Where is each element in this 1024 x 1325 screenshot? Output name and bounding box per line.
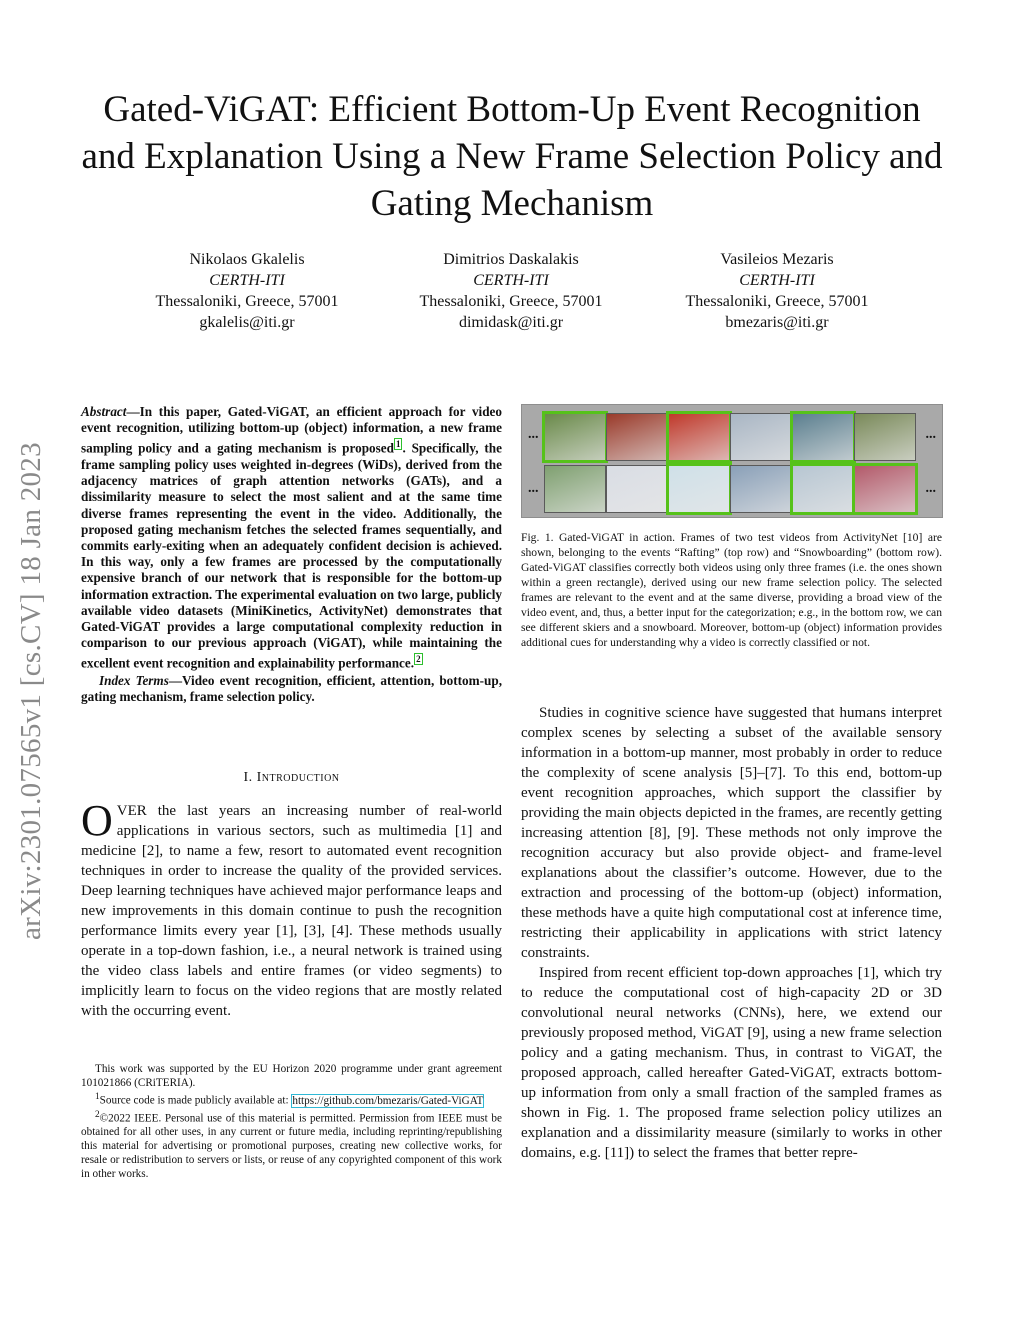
funding-note: This work was supported by the EU Horizon 2020 programme under grant agreement 101021866 (CRiTERIA). [81,1063,502,1089]
index-terms-lead: Index Terms [99,673,169,689]
video-frame-unselected [854,413,916,461]
video-frame-unselected [606,465,668,513]
author-affiliation: CERTH-ITI [473,272,549,289]
paper-title: Gated-ViGAT: Efficient Bottom-Up Event Recognition and Explanation Using a New Frame Selection Policy and Gating Mechanism [81,89,943,224]
footnote-1 [81,1090,502,1108]
arxiv-watermark: arXiv:2301.07565v1 [cs.CV] 18 Jan 2023 [15,442,47,940]
video-frame-selected [666,463,732,515]
footnote-mark: 1 [95,1092,100,1102]
figure-1 [521,404,943,518]
author-name: Nikolaos Gkalelis [189,251,305,268]
intro-paragraph [81,796,502,1021]
author-address: Thessaloniki, Greece, 57001 [419,293,603,310]
dropcap: O [81,796,113,845]
author-affiliation: CERTH-ITI [739,272,815,289]
caption-label: Fig. 1. [521,531,554,544]
row1-left-dots: ... [528,427,539,442]
video-frame-unselected [606,413,668,461]
footnote-ref-2[interactable]: 2 [416,654,421,665]
footnote-2 [81,1108,502,1182]
row1-right-dots: ... [925,427,936,442]
author-address: Thessaloniki, Greece, 57001 [685,293,869,310]
paragraph: Inspired from recent efficient top-down approaches [1], which try to reduce the computational cost of high-capacity 2D or 3D convolutional neural networks (CNNs), here, we extend our previously proposed method, ViGAT [9], using a new frame selection policy and a gating mechanism. Thus, in contrast to ViGAT, the proposed approach, called hereafter Gated-ViGAT, extracts bottom-up information from only a small fraction of the sampled frames as shown in Fig. 1. The proposed frame selection policy utilizes an explanation and a dissimilarity measure (similarly to works in other domains, e.g. [11]) to select the frames that better repre- [521,965,942,1161]
footnote-text: Source code is made publicly available at: [99,1094,292,1107]
video-frame-selected [852,463,918,515]
video-frame-unselected [730,465,792,513]
right-column [521,703,942,1163]
author-block-3 [647,249,907,333]
footnote-text: ©2022 IEEE. Personal use of this material is permitted. Permission from IEEE must be obtained for all other uses, in any current or future media, including reprinting/republishing this material for advertising or promotional purposes, creating new collective works, for resale or redistribution to servers or lists, or reuse of any copyrighted component of this work in other works. [81,1112,502,1181]
author-email: dimidask@iti.gr [458,314,564,331]
intro-text: VER the last years an increasing number of real-world applications in various sectors, such as multimedia [1] and medicine [2], to name a few, resort to automated event recognition techniques in order to increase the quality of the provided services. Deep learning techniques have achieved major performance leaps and new improvements in this domain continue to push the recognition performance limits every year [1], [3], [4]. These methods usually operate in a top-down fashion, i.e., a neural network is trained using the video class labels and entire frames (or video segments) to implicitly learn to focus on the video regions that are mostly related with the occurring event. [81,803,502,1019]
video-frame-unselected [544,465,606,513]
author-block-2 [381,249,641,333]
section-numeral: I. [243,770,253,785]
abstract [81,404,502,705]
source-code-link[interactable]: https://github.com/bmezaris/Gated-ViGAT [292,1094,484,1107]
video-frame-unselected [730,413,792,461]
author-email: bmezaris@iti.gr [725,314,829,331]
author-block-1 [117,249,377,333]
row2-left-dots: ... [528,481,539,496]
figure-caption [521,530,942,650]
index-terms [81,673,502,705]
paragraph: Studies in cognitive science have suggested that humans interpret complex scenes by selecting a subset of the available sensory information in a bottom-up manner, most probably in order to reduce the complexity of scene analysis [5]–[7]. To this end, bottom-up event recognition approaches, which support the classifier by providing the main objects depicted in the frames, are recently getting increasing attention [8], [9]. These methods not only improve the recognition accuracy but also provide object- and frame-level explanations about the classifier’s outcome. However, due to the extraction and processing of the bottom-up (object) information, these methods have a quite high computational cost at inference time, restricting their applicability in applications with strict latency constraints. [521,705,942,961]
row2-right-dots: ... [925,481,936,496]
author-name: Vasileios Mezaris [720,251,834,268]
footnote-ref-1[interactable]: 1 [395,439,401,450]
caption-text: Gated-ViGAT in action. Frames of two test videos from ActivityNet [10] are shown, belonging to the events “Rafting” (top row) and “Snowboarding” (bottom row). Gated-ViGAT classifies correctly both videos using only three frames (i.e. the ones shown within a green rectangle), derived using our new frame selection policy. The selected frames are relevant to the event and at the same diverse, providing a broad view of the video event, and, thus, a better input for the categorization; e.g., in the bottom row, we can see different skiers and a snowboard. Moreover, bottom-up (object) information provides additional cues for understanding why a video is correctly classified or not. [521,531,942,649]
author-name: Dimitrios Daskalakis [443,251,579,268]
footnote-mark: 2 [95,1109,100,1120]
author-email: gkalelis@iti.gr [199,314,295,331]
video-frame-selected [790,411,856,463]
abstract-lead: Abstract [81,404,127,419]
video-frame-selected [666,411,732,463]
abstract-text-cont: . Specifically, the frame sampling policy uses weighted in-degrees (WiDs), derived from the adjacency matrices of graph attention networks (GATs), and a dissimilarity measure to select the most salient and at the same time diverse frames representing the event in the video. Additionally, the proposed gating mechanism fetches the selected frames sequentially, and commits early-exiting when an adequately confident decision is achieved. In this way, only a few frames are processed by the computationally expensive branch of our network that is responsible for the bottom-up information extraction. The experimental evaluation on two large, publicly available video datasets (MiniKinetics, ActivityNet) demonstrates that Gated-ViGAT provides a large computational complexity reduction in comparison to our previous approach (ViGAT), while maintaining the excellent event recognition and explainability performance. [81,440,502,671]
author-affiliation: CERTH-ITI [209,272,285,289]
index-terms-text: —Video event recognition, efficient, attention, bottom-up, gating mechanism, frame selection policy. [81,673,502,705]
author-address: Thessaloniki, Greece, 57001 [155,293,339,310]
section-heading [81,770,502,786]
section-title: Introduction [256,770,340,785]
video-frame-selected [790,463,856,515]
video-frame-selected [542,411,608,463]
footnotes [81,1062,502,1181]
abstract-text: —In this paper, Gated-ViGAT, an efficient approach for video event recognition, utilizing bottom-up (object) information, a new frame sampling policy and a gating mechanism is proposed [81,404,502,456]
